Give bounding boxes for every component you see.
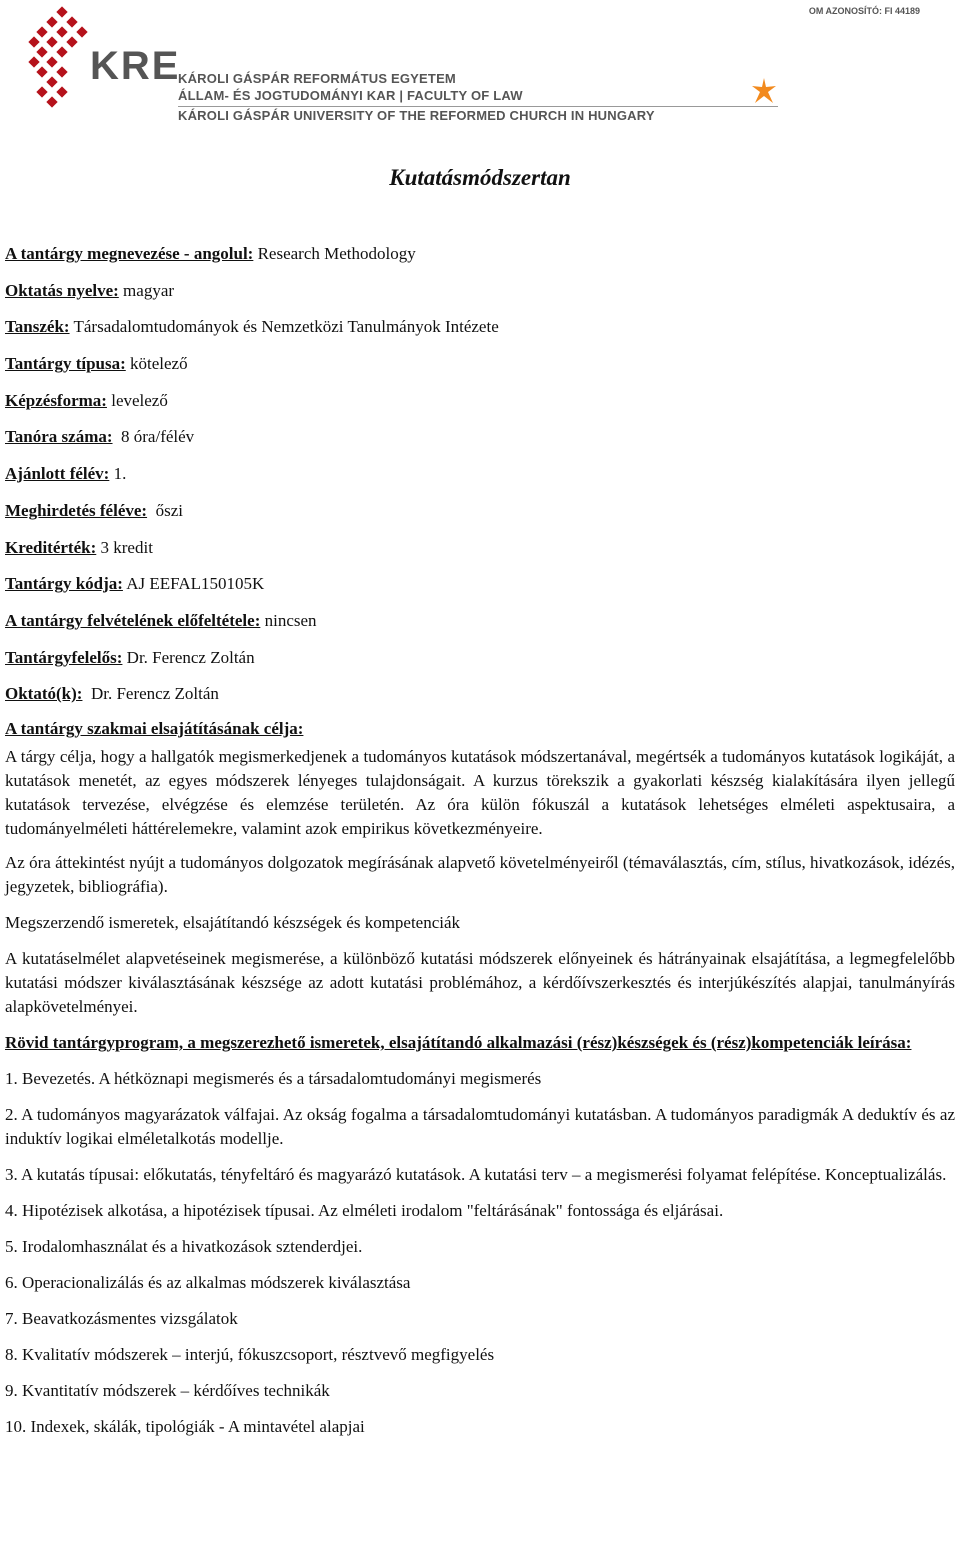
field-label: A tantárgy felvételének előfeltétele: xyxy=(5,610,261,630)
field-label: A tantárgy megnevezése - angolul: xyxy=(5,244,254,263)
field-label: Tanszék: xyxy=(5,317,70,337)
field-row xyxy=(5,423,955,460)
competence-paragraph: A kutatáselmélet alapvetéseinek megismerése, a különböző kutatási módszerek előnyeinek és hátrányainak elsajátítása, a legmegfelelőbb kutatási módszer kiválasztásának készsége az adott kutatási problémához, a kérdőívszerkesztés és interjúkészítés alapjai, tanulmányírás alapkövetelményei. xyxy=(5,948,955,1016)
om-identifier: OM AZONOSÍTÓ: FI 44189 xyxy=(808,6,920,16)
page-title: Kutatásmódszertan xyxy=(389,165,571,190)
topic-item: 10. Indexek, skálák, tipológiák - A mintavétel alapjai xyxy=(5,1416,365,1436)
institution-line-1: KÁROLI GÁSPÁR REFORMÁTUS EGYETEM xyxy=(178,71,456,86)
institution-name xyxy=(178,70,778,124)
field-row xyxy=(5,240,955,277)
topic-item: 7. Beavatkozásmentes vizsgálatok xyxy=(5,1308,238,1328)
topic-list xyxy=(5,1067,955,1439)
topic-item: 8. Kvalitatív módszerek – interjú, fókuszcsoport, résztvevő megfigyelés xyxy=(5,1344,495,1364)
field-row xyxy=(5,277,955,314)
field-value: Research Methodology xyxy=(253,244,416,263)
field-row xyxy=(5,644,955,681)
field-value: nincsen xyxy=(260,610,317,630)
overview-paragraph: Az óra áttekintést nyújt a tudományos dolgozatok megírásának alapvető követelményeiről (témaválasztás, cím, stílus, hivatkozások, idézés, jegyzetek, bibliográfia). xyxy=(5,852,955,896)
field-row xyxy=(5,497,955,534)
university-crest-icon xyxy=(28,6,98,116)
field-value: Dr. Ferencz Zoltán xyxy=(82,684,219,704)
field-label: Oktató(k): xyxy=(5,684,83,704)
field-value: 8 óra/félév xyxy=(112,427,195,447)
institution-line-3: KÁROLI GÁSPÁR UNIVERSITY OF THE REFORMED CHURCH IN HUNGARY xyxy=(178,108,655,123)
field-row xyxy=(5,570,955,607)
topic-item: 6. Operacionalizálás és az alkalmas módszerek kiválasztása xyxy=(5,1272,411,1292)
topic-item: 5. Irodalomhasználat és a hivatkozások sztenderdjei. xyxy=(5,1236,363,1256)
field-value: Dr. Ferencz Zoltán xyxy=(122,647,255,667)
topic-item: 3. A kutatás típusai: előkutatás, tényfeltáró és magyarázó kutatások. A kutatási terv – a megismerési folyamat felépítése. Konceptualizálás. xyxy=(5,1164,947,1184)
topic-item: 9. Kvantitatív módszerek – kérdőíves technikák xyxy=(5,1380,330,1400)
field-row xyxy=(5,313,955,350)
field-value: őszi xyxy=(147,500,183,520)
topic-item: 2. A tudományos magyarázatok válfajai. Az okság fogalma a társadalomtudományi kutatásban. A tudományos paradigmák A deduktív és az induktív logikai elméletalkotás modellje. xyxy=(5,1104,955,1148)
field-label: Tantárgy kódja: xyxy=(5,574,123,594)
field-row xyxy=(5,607,955,644)
topic-item: 4. Hipotézisek alkotása, a hipotézisek típusai. Az elméleti irodalom "feltárásának" fontossága és eljárásai. xyxy=(5,1200,724,1220)
goal-paragraph: A tárgy célja, hogy a hallgatók megismerkedjenek a tudományos kutatások módszertanával, megértsék a tudományos kutatások logikáját, a kutatások menetét, az egyes módszerek lényeges tulajdonságait. A kurzus törekszik a gyakorlati készség kialakítására ilyen jellegű kutatások tervezése, elvégzése és elemzése területén. Az óra külön fókuszál a kutatások lehetséges elméleti aspektusaira, a tudományelméleti háttérelemekre, valamint azok empirikus következményeire. xyxy=(5,746,955,838)
field-label: Ajánlott félév: xyxy=(5,464,110,484)
field-label: Tantárgy típusa: xyxy=(5,354,126,374)
field-row xyxy=(5,460,955,497)
field-value: 1. xyxy=(109,464,127,484)
kre-logo-text: KRE xyxy=(90,44,181,88)
program-heading: Rövid tantárgyprogram, a megszerezhető ismeretek, elsajátítandó alkalmazási (rész)készségek és (rész)kompetenciák leírása: xyxy=(5,1032,912,1052)
field-value: 3 kredit xyxy=(96,537,153,557)
field-label: Oktatás nyelve: xyxy=(5,280,119,300)
field-label: Kreditérték: xyxy=(5,537,97,557)
star-icon xyxy=(752,78,776,104)
document-body xyxy=(5,240,955,1439)
competence-heading: Megszerzendő ismeretek, elsajátítandó készségek és kompetenciák xyxy=(5,912,461,932)
field-label: Tantárgyfelelős: xyxy=(5,647,123,667)
field-row xyxy=(5,350,955,387)
topic-item: 1. Bevezetés. A hétköznapi megismerés és a társadalomtudományi megismerés xyxy=(5,1068,542,1088)
field-value: Társadalomtudományok és Nemzetközi Tanulmányok Intézete xyxy=(69,317,499,337)
field-label: Meghirdetés féléve: xyxy=(5,500,148,520)
document-header xyxy=(0,0,960,130)
field-row xyxy=(5,387,955,424)
field-label: Képzésforma: xyxy=(5,390,107,410)
course-fields xyxy=(5,240,955,717)
field-value: kötelező xyxy=(125,354,188,374)
goal-heading: A tantárgy szakmai elsajátításának célja: xyxy=(5,718,304,738)
field-label: Tanóra száma: xyxy=(5,427,113,447)
field-value: levelező xyxy=(106,390,168,410)
institution-line-2: ÁLLAM- ÉS JOGTUDOMÁNYI KAR | FACULTY OF LAW xyxy=(178,88,523,103)
field-value: magyar xyxy=(118,280,175,300)
field-row xyxy=(5,534,955,571)
field-row xyxy=(5,680,955,717)
field-value: AJ EEFAL150105K xyxy=(122,574,265,594)
